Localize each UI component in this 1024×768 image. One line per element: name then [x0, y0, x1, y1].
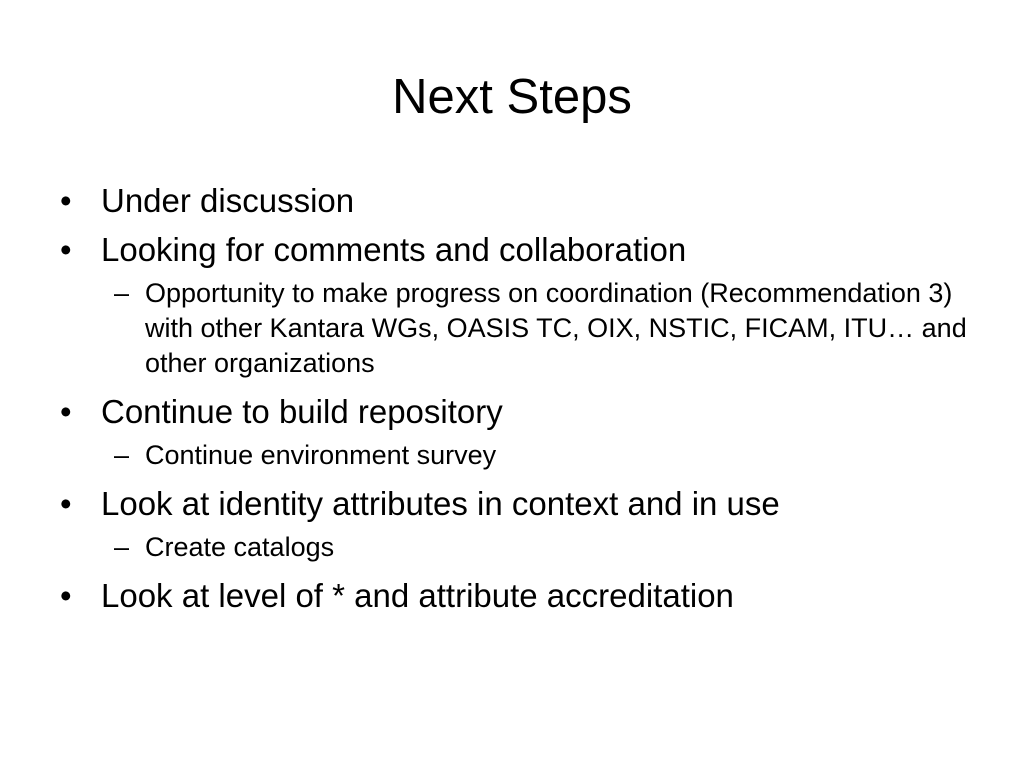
bullet-list [58, 178, 978, 622]
sub-bullet-item [58, 276, 978, 381]
sub-bullet-text: Opportunity to make progress on coordination (Recommendation 3) with other Kantara WGs, OASIS TC, OIX, NSTIC, FICAM, ITU… and other organizations [145, 278, 967, 378]
bullet-marker: • [60, 485, 72, 522]
bullet-text: Look at level of * and attribute accreditation [101, 577, 734, 614]
sub-bullet-text: Continue environment survey [145, 440, 497, 470]
bullet-marker: • [60, 182, 72, 219]
sub-bullet-item [58, 438, 978, 473]
bullet-text: Look at identity attributes in context and in use [101, 485, 780, 522]
bullet-item [58, 481, 978, 527]
bullet-text: Continue to build repository [101, 393, 503, 430]
sub-bullet-text: Create catalogs [145, 532, 335, 562]
bullet-item [58, 178, 978, 224]
bullet-text: Under discussion [101, 182, 355, 219]
bullet-item [58, 573, 978, 619]
bullet-marker: • [60, 577, 72, 614]
sub-bullet-item [58, 530, 978, 565]
bullet-marker: • [60, 393, 72, 430]
bullet-text: Looking for comments and collaboration [101, 231, 687, 268]
sub-bullet-marker: – [114, 440, 130, 470]
bullet-item [58, 227, 978, 273]
sub-bullet-marker: – [114, 532, 130, 562]
bullet-marker: • [60, 231, 72, 268]
bullet-item [58, 389, 978, 435]
slide-title: Next Steps [392, 70, 632, 124]
sub-bullet-marker: – [114, 278, 130, 308]
